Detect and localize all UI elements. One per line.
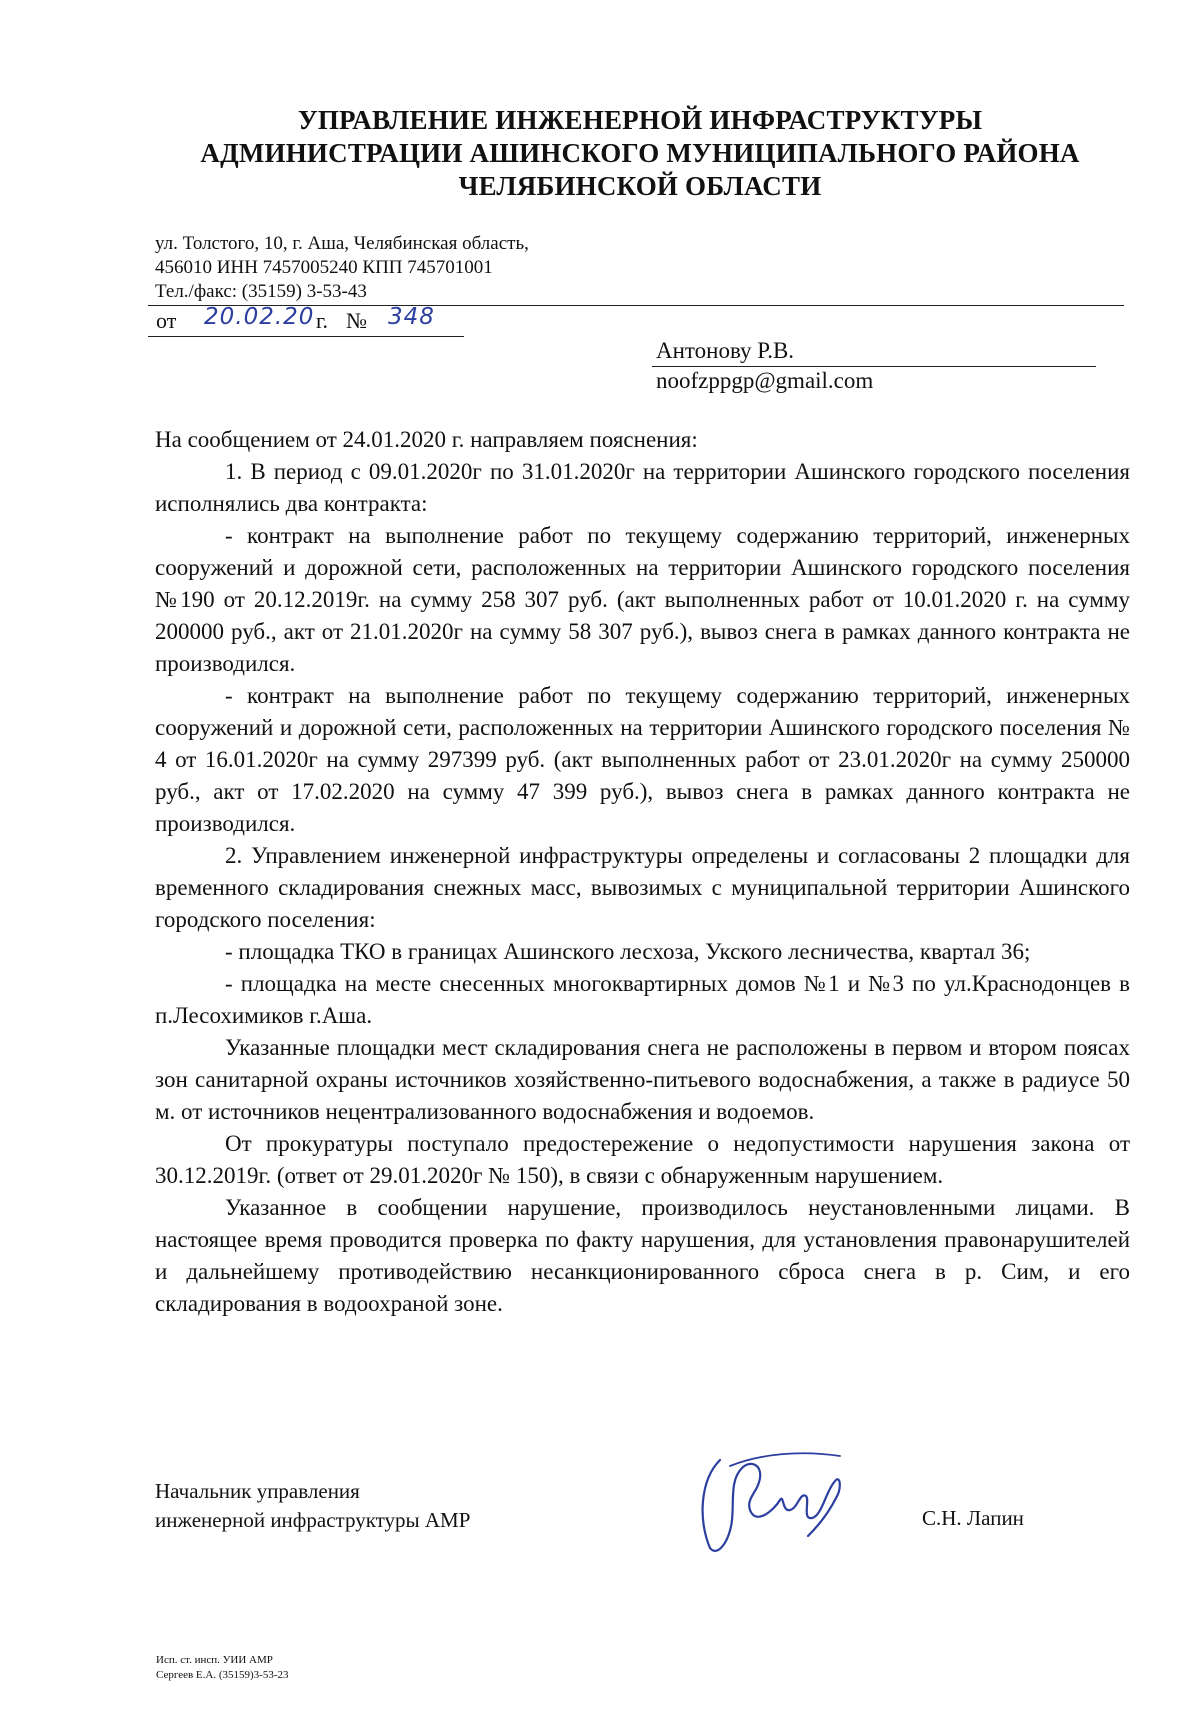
executor-line-1: Исп. ст. инсп. УИИ АМР [156,1654,273,1666]
address-line-1: ул. Толстого, 10, г. Аша, Челябинская область, [155,233,529,254]
body-paragraph-1: 1. В период с 09.01.2020г по 31.01.2020г на территории Ашинского городского поселения исполнялись два контракта: [155,459,1130,516]
letter-body [155,424,1130,1320]
body-paragraph-2: - контракт на выполнение работ по текущему содержанию территорий, инженерных сооружений и дорожной сети, расположенных на территории Ашинского городского поселения №190 от 20.12.2019г. на сумму 258 307 руб. (акт выполненных работ от 10.01.2020 г. на сумму 200000 руб., акт от 21.01.2020г на сумму 58 307 руб.), вывоз снега в рамках данного контракта не производился. [155,523,1130,676]
year-label: г. [316,308,329,333]
body-paragraph-4: 2. Управлением инженерной инфраструктуры определены и согласованы 2 площадки для временного складирования снежных масс, вывозимых с муниципальной территории Ашинского городского поселения: [155,843,1130,932]
recipient-underline [652,366,1096,367]
registration-number: 348 [388,304,435,330]
address-line-2: 456010 ИНН 7457005240 КПП 745701001 [155,257,493,278]
executor-line-2: Сергеев Е.А. (35159)3-53-23 [156,1669,289,1681]
sender-address [155,232,755,304]
executor-note [156,1653,289,1683]
recipient-name: Антонову Р.В. [656,338,795,363]
handwritten-signature [690,1440,870,1560]
registration-underline [148,336,464,337]
recipient-email: noofzppgp@gmail.com [656,368,874,393]
body-paragraph-5: - площадка ТКО в границах Ашинского лесхоза, Укского лесничества, квартал 36; [225,939,1031,964]
body-paragraph-7: Указанные площадки мест складирования снега не расположены в первом и втором поясах зон санитарной охраны источников хозяйственно-питьевого водоснабжения, а также в радиусе 50 м. от источников нецентрализованного водоснабжения и водоемов. [155,1035,1130,1124]
letterhead-line-1: УПРАВЛЕНИЕ ИНЖЕНЕРНОЙ ИНФРАСТРУКТУРЫ [297,105,983,135]
letterhead [150,104,1130,203]
body-paragraph-6: - площадка на месте снесенных многоквартирных домов №1 и №3 по ул.Краснодонцев в п.Лесохимиков г.Аша. [155,971,1130,1028]
body-intro: На сообщением от 24.01.2020 г. направляем пояснения: [155,427,698,452]
signatory-name: С.Н. Лапин [922,1506,1024,1530]
date-from-label: от [156,308,177,333]
body-paragraph-3: - контракт на выполнение работ по текущему содержанию территорий, инженерных сооружений и дорожной сети, расположенных на территории Ашинского городского поселения № 4 от 16.01.2020г на сумму 297399 руб. (акт выполненных работ от 23.01.2020г на сумму 250000 руб., акт от 17.02.2020 на сумму 47 399 руб.), вывоз снега в рамках данного контракта не производился. [155,683,1130,836]
body-paragraph-8: От прокуратуры поступало предостережение о недопустимости нарушения закона от 30.12.2019г. (ответ от 29.01.2020г № 150), в связи с обнаруженным нарушением. [155,1131,1130,1188]
number-label: № [346,308,367,333]
letterhead-line-2: АДМИНИСТРАЦИИ АШИНСКОГО МУНИЦИПАЛЬНОГО РАЙОНА [200,138,1080,168]
address-line-3: Тел./факс: (35159) 3-53-43 [155,281,367,302]
signatory-title [155,1477,470,1535]
letterhead-line-3: ЧЕЛЯБИНСКОЙ ОБЛАСТИ [458,171,822,201]
signatory-title-line-1: Начальник управления [155,1479,360,1503]
body-paragraph-9: Указанное в сообщении нарушение, производилось неустановленными лицами. В настоящее время проводится проверка по факту нарушения, для установления правонарушителей и дальнейшему противодействию несанкционированного сброса снега в р. Сим, и его складирования в водоохраной зоне. [155,1195,1130,1316]
signatory-title-line-2: инженерной инфраструктуры АМР [155,1508,471,1532]
registration-date: 20.02.20 [204,304,315,330]
